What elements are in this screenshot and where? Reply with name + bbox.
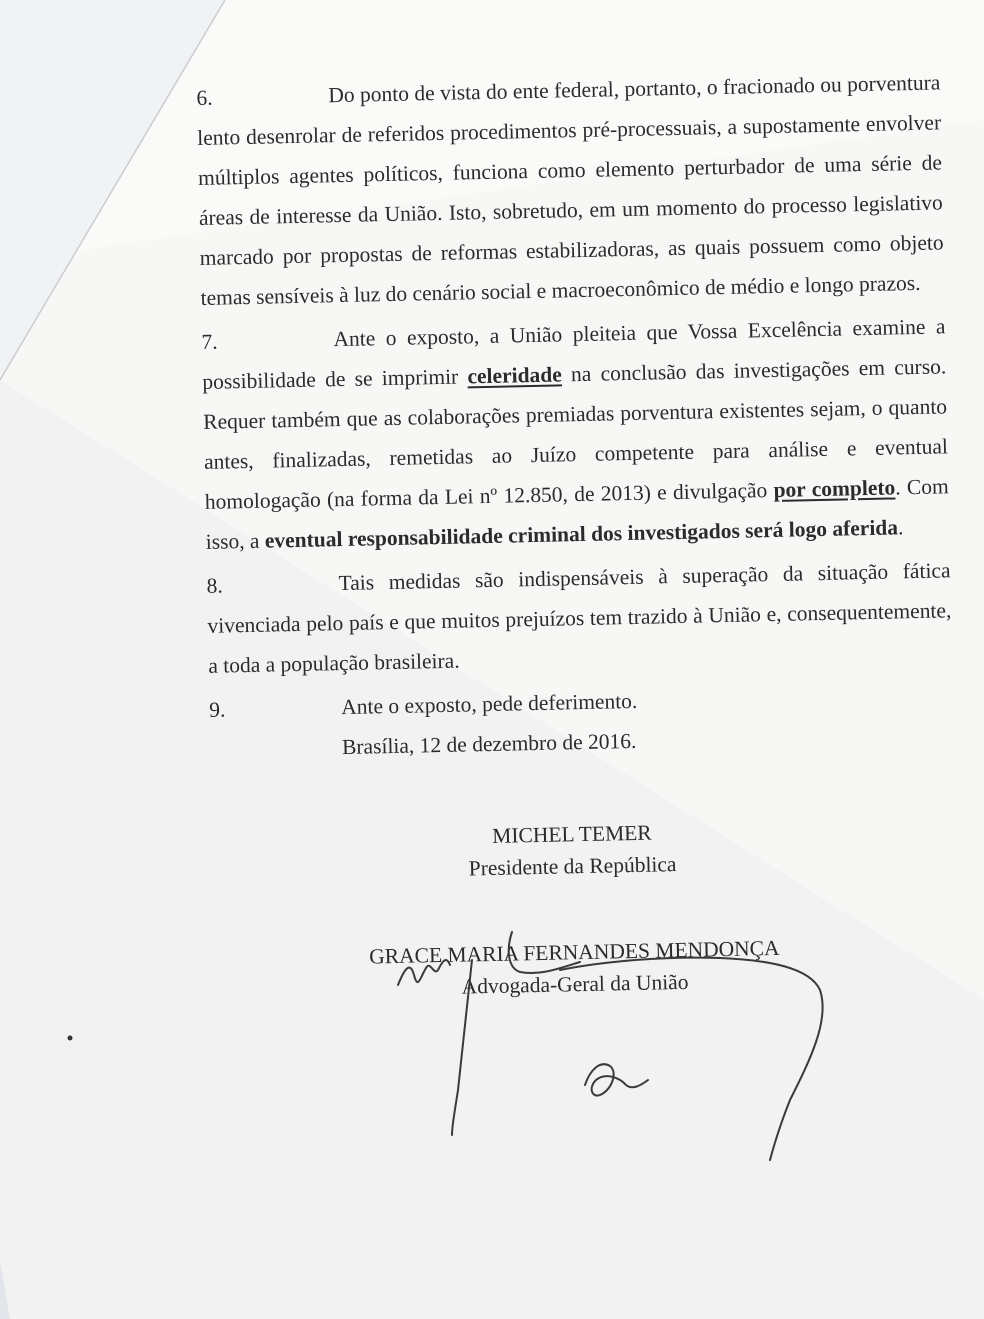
signer-president	[212, 810, 957, 890]
paragraph-text: Tais medidas são indispensáveis à superação da situação fática vivenciada pelo país e que muitos prejuízos tem trazido à União e, consequentemente, a toda a população brasileira.	[207, 558, 952, 678]
signature-block	[212, 810, 960, 1008]
paragraph-6	[196, 62, 945, 318]
paragraph-number: 8.	[206, 573, 224, 598]
signer-name: MICHEL TEMER	[491, 820, 652, 848]
paragraph-number: 6.	[196, 85, 213, 110]
emphasis-por-completo: por completo	[773, 475, 896, 502]
signer-name: GRACE MARIA FERNANDES MENDONÇA	[369, 935, 780, 969]
place-date: Brasília, 12 de dezembro de 2016.	[341, 728, 637, 760]
paragraph-text: Ante o exposto, a União pleiteia que Vossa Excelência examine a possibilidade de se imprimir	[202, 314, 946, 394]
emphasis-responsabilidade: eventual responsabilidade criminal dos investigados será logo aferida	[264, 515, 899, 553]
signer-title: Advogada-Geral da União	[461, 969, 689, 999]
paragraph-text: na conclusão das investigações em curso. Requer também que as colaborações premiadas porventura existentes sejam, o quanto antes, finalizadas, remetidas ao Juízo competente para análise e eventual homologação (na forma da Lei nº 12.850, de 2013) e divulgação	[202, 354, 949, 514]
document-body	[196, 62, 959, 1007]
emphasis-celeridade: celeridade	[467, 362, 563, 389]
paragraph-number: 9.	[208, 697, 226, 722]
paragraph-7	[201, 306, 950, 562]
signer-title: Presidente da República	[468, 852, 677, 881]
paragraph-8	[206, 550, 952, 686]
paragraph-text: .	[897, 515, 904, 540]
paragraph-number: 7.	[201, 329, 218, 354]
ink-dot	[68, 1036, 73, 1041]
closing-request: Ante o exposto, pede deferimento.	[340, 688, 638, 720]
paragraph-text: . Com isso, a	[205, 474, 949, 554]
closing-block	[209, 674, 955, 770]
paragraph-text: Do ponto de vista do ente federal, portanto, o fracionado ou porventura lento desenrolar de referidos procedimentos pré-processuais, a supostamente envolver múltiplos agentes políticos, funciona como elemento perturbador de uma série de áreas de interesse da União. Isto, sobretudo, em um momento do processo legislativo marcado por propostas de reformas estabilizadoras, as quais possuem como objeto temas sensíveis à luz do cenário social e macroeconômico de médio e longo prazos.	[197, 70, 944, 310]
